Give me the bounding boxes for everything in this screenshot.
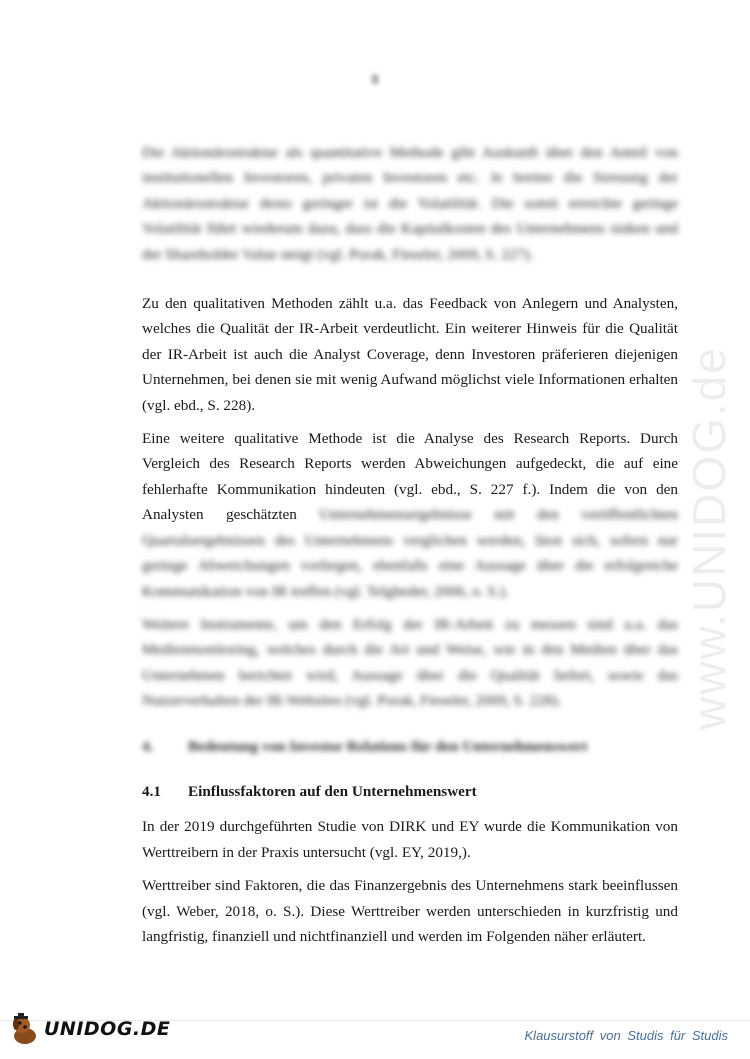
section-title: Bedeutung von Investor Relations für den Unternehmenswert: [188, 737, 588, 755]
section-number: 4.1: [142, 782, 161, 800]
paragraph-blurred-2: Weitere Instrumente, um den Erfolg der IR-Arbeit zu messen sind u.a. das Medienmonitoring, welches durch die Art und Weise, wie in den Medien über das Unternehmen berichtet wird, Aussage über die Qualität liefert, sowie das Nutzerverhalten der IR-Websites (vgl. Porak, Fieseler, 2009, S. 228).: [142, 615, 678, 710]
section-heading-4-1: [142, 779, 678, 804]
unidog-logo[interactable]: [8, 1012, 170, 1046]
logo-text: UNIDOG.DE: [44, 1018, 171, 1040]
watermark-text: www.UNIDOG.de: [683, 346, 735, 730]
paragraph-value-drivers: Werttreiber sind Faktoren, die das Finanzergebnis des Unternehmens stark beeinflussen (vgl. Weber, 2018, o. S.). Diese Werttreiber werden unterschieden in kurzfristig und langfristig, finanziell und nichtfinanziell und werden im Folgenden näher erläutert.: [142, 877, 678, 945]
paragraph-qualitative-methods: Zu den qualitativen Methoden zählt u.a. das Feedback von Anlegern und Analysten, welches die Qualität der IR-Arbeit verdeutlicht. Ein weiterer Hinweis für die Qualität der IR-Arbeit ist auch die Analyst Coverage, denn Investoren präferieren diejenigen Unternehmen, bei denen sie mit wenig Aufwand möglichst viele Informationen erhalten (vgl. ebd., S. 228).: [142, 295, 678, 414]
paragraph-research-reports: [142, 426, 678, 604]
footer-tagline: Klausurstoff von Studis für Studis: [524, 1028, 728, 1043]
page-number: 8: [371, 72, 379, 88]
document-body: [142, 140, 678, 957]
paragraph-research-reports-blurred: Unternehmensergebnisse mit den veröffentlichten Quartalsergebnissen des Unternehmens verglichen werden, lässt sich, sofern nur geringe Abweichungen vorliegen, ebenfalls eine Aussage über die erfolgreiche Kommunikation von IR treffen (vgl. Telgheder, 2006, o. S.).: [142, 506, 678, 600]
dog-mascot-icon: [8, 1012, 42, 1046]
section-title: Einflussfaktoren auf den Unternehmenswert: [188, 782, 477, 800]
paragraph-research-reports-visible: Eine weitere qualitative Methode ist die Analyse des Research Reports. Durch Vergleich des Research Reports werden Abweichungen aufgedeckt, die auf eine fehlerhafte Kommunikation hindeuten (vgl. ebd., S. 227 f.). Indem die von den Analysten geschätzten: [142, 430, 678, 524]
paragraph-study: In der 2019 durchgeführten Studie von DIRK und EY wurde die Kommunikation von Werttreibern in der Praxis untersucht (vgl. EY, 2019,).: [142, 818, 678, 861]
section-number: 4.: [142, 737, 154, 755]
section-heading-4: [142, 734, 678, 759]
paragraph-blurred-1: Die Aktionärsstruktur als quantitative Methode gibt Auskunft über den Anteil von institutionellen Investoren, privaten Investoren etc. Je breiter die Streuung der Aktionärsstruktur desto geringer ist die Volatilität. Die somit erreichte geringe Volatilität führt wiederum dazu, dass die Kapitalkosten des Unternehmens sinken und der Shareholder Value steigt (vgl. Porak, Fieseler, 2009, S. 227).: [142, 144, 678, 263]
